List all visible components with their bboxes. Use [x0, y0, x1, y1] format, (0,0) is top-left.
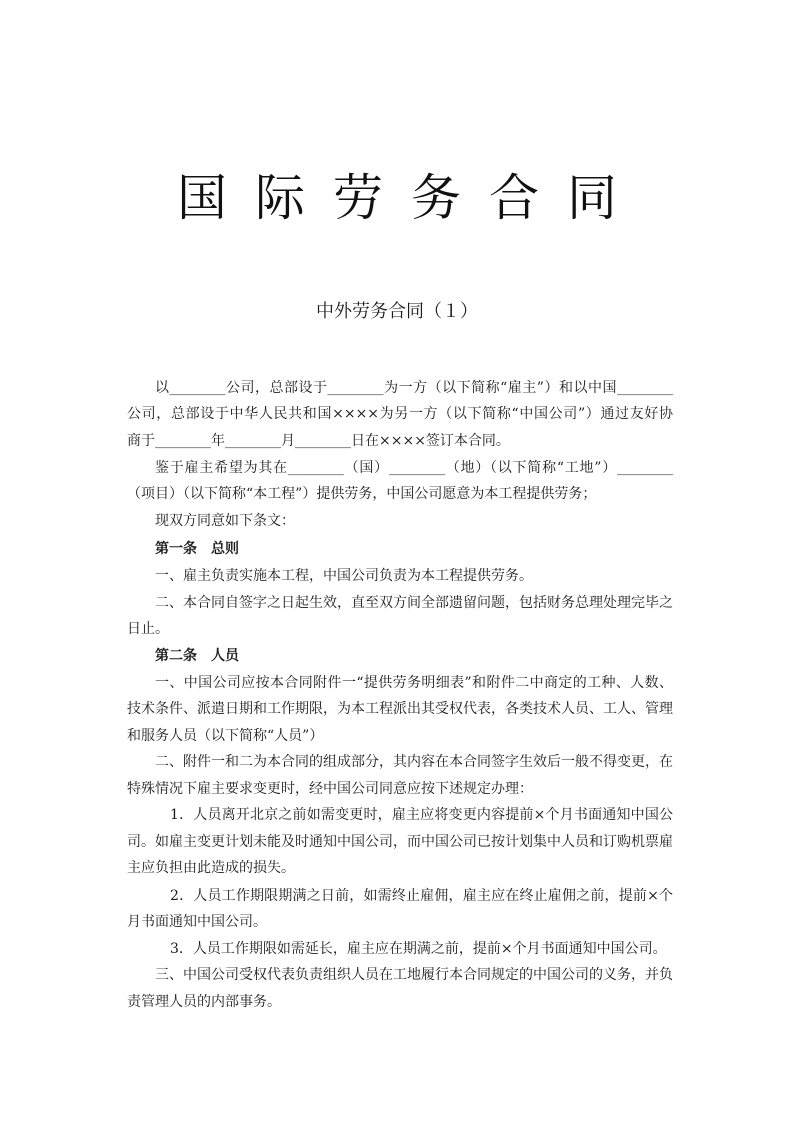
text-line: 一、雇主负责实施本工程，中国公司负责为本工程提供劳务。 [155, 568, 533, 584]
text-line: 技术条件、派遣日期和工作期限，为本工程派出其受权代表，各类技术人员、工人、管理 [127, 701, 673, 717]
text-line: （项目）（以下简称“本工程”）提供劳务，中国公司愿意为本工程提供劳务； [127, 486, 597, 502]
text-line: 责管理人员的内部事务。 [127, 994, 281, 1010]
text-line: 一、中国公司应按本合同附件一“提供劳务明细表”和附件二中商定的工种、人数、 [155, 675, 673, 691]
document-subtitle: 中外劳务合同（１） [316, 301, 478, 322]
text-line: 2．人员工作期限期满之日前，如需终止雇佣，雇主应在终止雇佣之前，提前×个 [170, 888, 673, 904]
text-line: 公司，总部设于中华人民共和国××××为另一方（以下简称“中国公司”）通过友好协 [127, 406, 673, 422]
text-line: 二、本合同自签字之日起生效，直至双方间全部遗留问题，包括财务总理处理完毕之 [155, 595, 673, 611]
text-line: 司。如雇主变更计划未能及时通知中国公司，而中国公司已按计划集中人员和订购机票雇 [127, 834, 673, 850]
document-title: 国际劳务合同 [177, 169, 645, 227]
text-line: 特殊情况下雇主要求变更时，经中国公司同意应按下述规定办理： [127, 781, 533, 797]
text-line: 鉴于雇主希望为其在________（国）________（地）（以下简称“工地”）________ [155, 460, 673, 476]
text-line: 以________公司，总部设于________为一方（以下简称“雇主”）和以中国________ [155, 380, 673, 396]
text-line: 商于________年________月________日在××××签订本合同。 [127, 433, 510, 449]
article-heading: 第二条 人员 [155, 648, 239, 664]
text-line: 现双方同意如下条文： [155, 513, 295, 529]
text-line: 1．人员离开北京之前如需变更时，雇主应将变更内容提前×个月书面通知中国公 [170, 807, 673, 823]
text-line: 三、中国公司受权代表负责组织人员在工地履行本合同规定的中国公司的义务，并负 [155, 967, 673, 983]
article-heading: 第一条 总则 [155, 541, 239, 557]
text-line: 二、附件一和二为本合同的组成部分，其内容在本合同签字生效后一般不得变更，在 [155, 754, 673, 770]
text-line: 3．人员工作期限如需延长，雇主应在期满之前，提前×个月书面通知中国公司。 [170, 941, 667, 957]
text-line: 和服务人员（以下简称“人员”） [127, 728, 324, 744]
text-line: 主应负担由此造成的损失。 [127, 860, 295, 876]
text-line: 月书面通知中国公司。 [127, 914, 267, 930]
text-line: 日止。 [127, 621, 169, 637]
